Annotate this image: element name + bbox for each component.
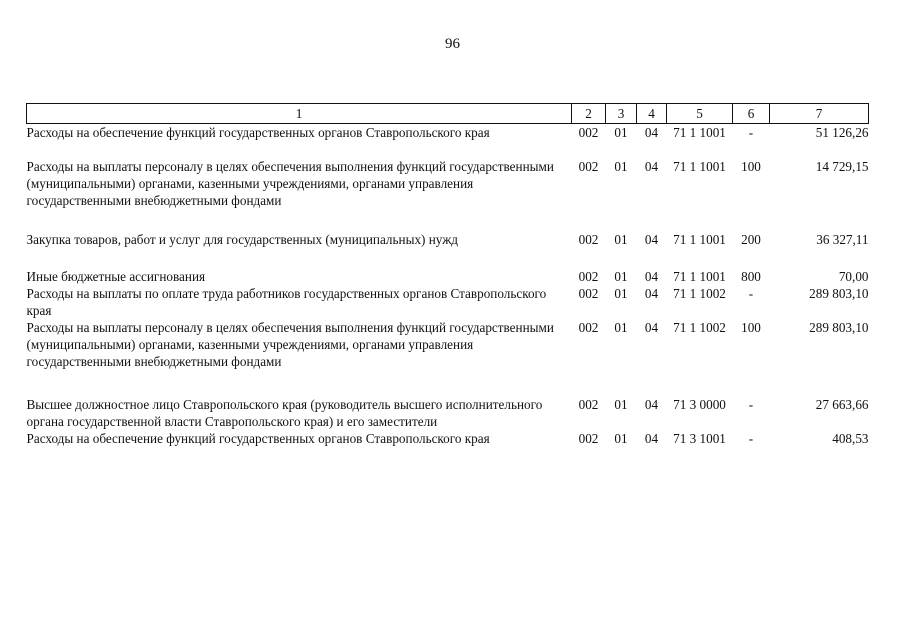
header-row	[27, 104, 869, 124]
spacer-row	[27, 209, 869, 231]
row-target-code: 71 1 1001	[673, 269, 726, 284]
row-expense-type: 100	[741, 320, 761, 335]
row-name: Расходы на обеспечение функций государственных органов Ставропольского края	[26, 431, 490, 446]
header-cell-3: 3	[606, 104, 637, 124]
row-subsection: 04	[644, 232, 659, 247]
page-number: 96	[445, 36, 460, 52]
row-amount: 14 729,15	[815, 159, 869, 174]
row-section: 01	[614, 320, 628, 335]
row-target-code: 71 3 0000	[673, 397, 726, 412]
header-cell-4: 4	[637, 104, 667, 124]
row-section: 01	[614, 125, 628, 140]
spacer-row	[27, 370, 869, 396]
table-row	[27, 231, 869, 248]
row-expense-type: -	[748, 125, 754, 140]
row-name: Расходы на выплаты персоналу в целях обеспечения выполнения функций государственными (муниципальными) органами, казенными учреждениями, органами управления государственными внебюджетными фондами	[26, 320, 554, 369]
header-cell-1: 1	[27, 104, 572, 124]
row-subsection: 04	[644, 159, 659, 174]
row-amount: 27 663,66	[815, 397, 869, 412]
row-target-code: 71 1 1001	[673, 232, 726, 247]
row-amount: 51 126,26	[815, 125, 869, 140]
header-cell-2: 2	[572, 104, 606, 124]
row-subsection: 04	[644, 431, 659, 446]
row-subsection: 04	[644, 397, 659, 412]
row-code-admin: 002	[578, 286, 599, 301]
row-target-code: 71 1 1001	[673, 159, 726, 174]
row-expense-type: -	[748, 431, 754, 446]
row-code-admin: 002	[578, 269, 599, 284]
table-row	[27, 124, 869, 142]
table-row	[27, 430, 869, 447]
row-section: 01	[614, 431, 628, 446]
table-row	[27, 285, 869, 319]
row-subsection: 04	[644, 269, 659, 284]
row-name: Иные бюджетные ассигнования	[26, 269, 206, 284]
row-section: 01	[614, 397, 628, 412]
row-amount: 36 327,11	[816, 232, 869, 247]
row-code-admin: 002	[578, 431, 599, 446]
row-section: 01	[614, 159, 628, 174]
row-code-admin: 002	[578, 397, 599, 412]
header-cell-5: 5	[667, 104, 733, 124]
budget-table	[26, 103, 869, 447]
row-code-admin: 002	[578, 125, 599, 140]
row-code-admin: 002	[578, 320, 599, 335]
row-expense-type: -	[748, 286, 754, 301]
row-name: Расходы на выплаты по оплате труда работников государственных органов Ставропольского края	[26, 286, 547, 318]
row-name: Закупка товаров, работ и услуг для государственных (муниципальных) нужд	[26, 232, 459, 247]
row-target-code: 71 1 1001	[673, 125, 726, 140]
row-name: Высшее должностное лицо Ставропольского края (руководитель высшего исполнительного органа государственной власти Ставропольского края) и его заместители	[26, 397, 543, 429]
row-expense-type: 800	[741, 269, 761, 284]
row-target-code: 71 1 1002	[673, 286, 726, 301]
table-row	[27, 396, 869, 430]
row-subsection: 04	[644, 125, 659, 140]
spacer-row	[27, 248, 869, 268]
row-code-admin: 002	[578, 232, 599, 247]
row-expense-type: -	[748, 397, 754, 412]
row-target-code: 71 3 1001	[673, 431, 726, 446]
spacer-row	[27, 141, 869, 158]
row-expense-type: 100	[741, 159, 761, 174]
row-section: 01	[614, 269, 628, 284]
row-section: 01	[614, 286, 628, 301]
row-amount: 289 803,10	[809, 286, 869, 301]
table-row	[27, 158, 869, 209]
row-amount: 289 803,10	[809, 320, 869, 335]
row-code-admin: 002	[578, 159, 599, 174]
row-amount: 70,00	[838, 269, 869, 284]
row-subsection: 04	[644, 286, 659, 301]
row-subsection: 04	[644, 320, 659, 335]
row-target-code: 71 1 1002	[673, 320, 726, 335]
table-row	[27, 319, 869, 370]
header-cell-7: 7	[770, 104, 869, 124]
header-cell-6: 6	[733, 104, 770, 124]
row-section: 01	[614, 232, 628, 247]
row-name: Расходы на выплаты персоналу в целях обеспечения выполнения функций государственными (муниципальными) органами, казенными учреждениями, органами управления государственными внебюджетными фондами	[26, 159, 554, 208]
row-name: Расходы на обеспечение функций государственных органов Ставропольского края	[26, 125, 490, 140]
row-expense-type: 200	[741, 232, 761, 247]
row-amount: 408,53	[832, 431, 869, 446]
table-row	[27, 268, 869, 285]
